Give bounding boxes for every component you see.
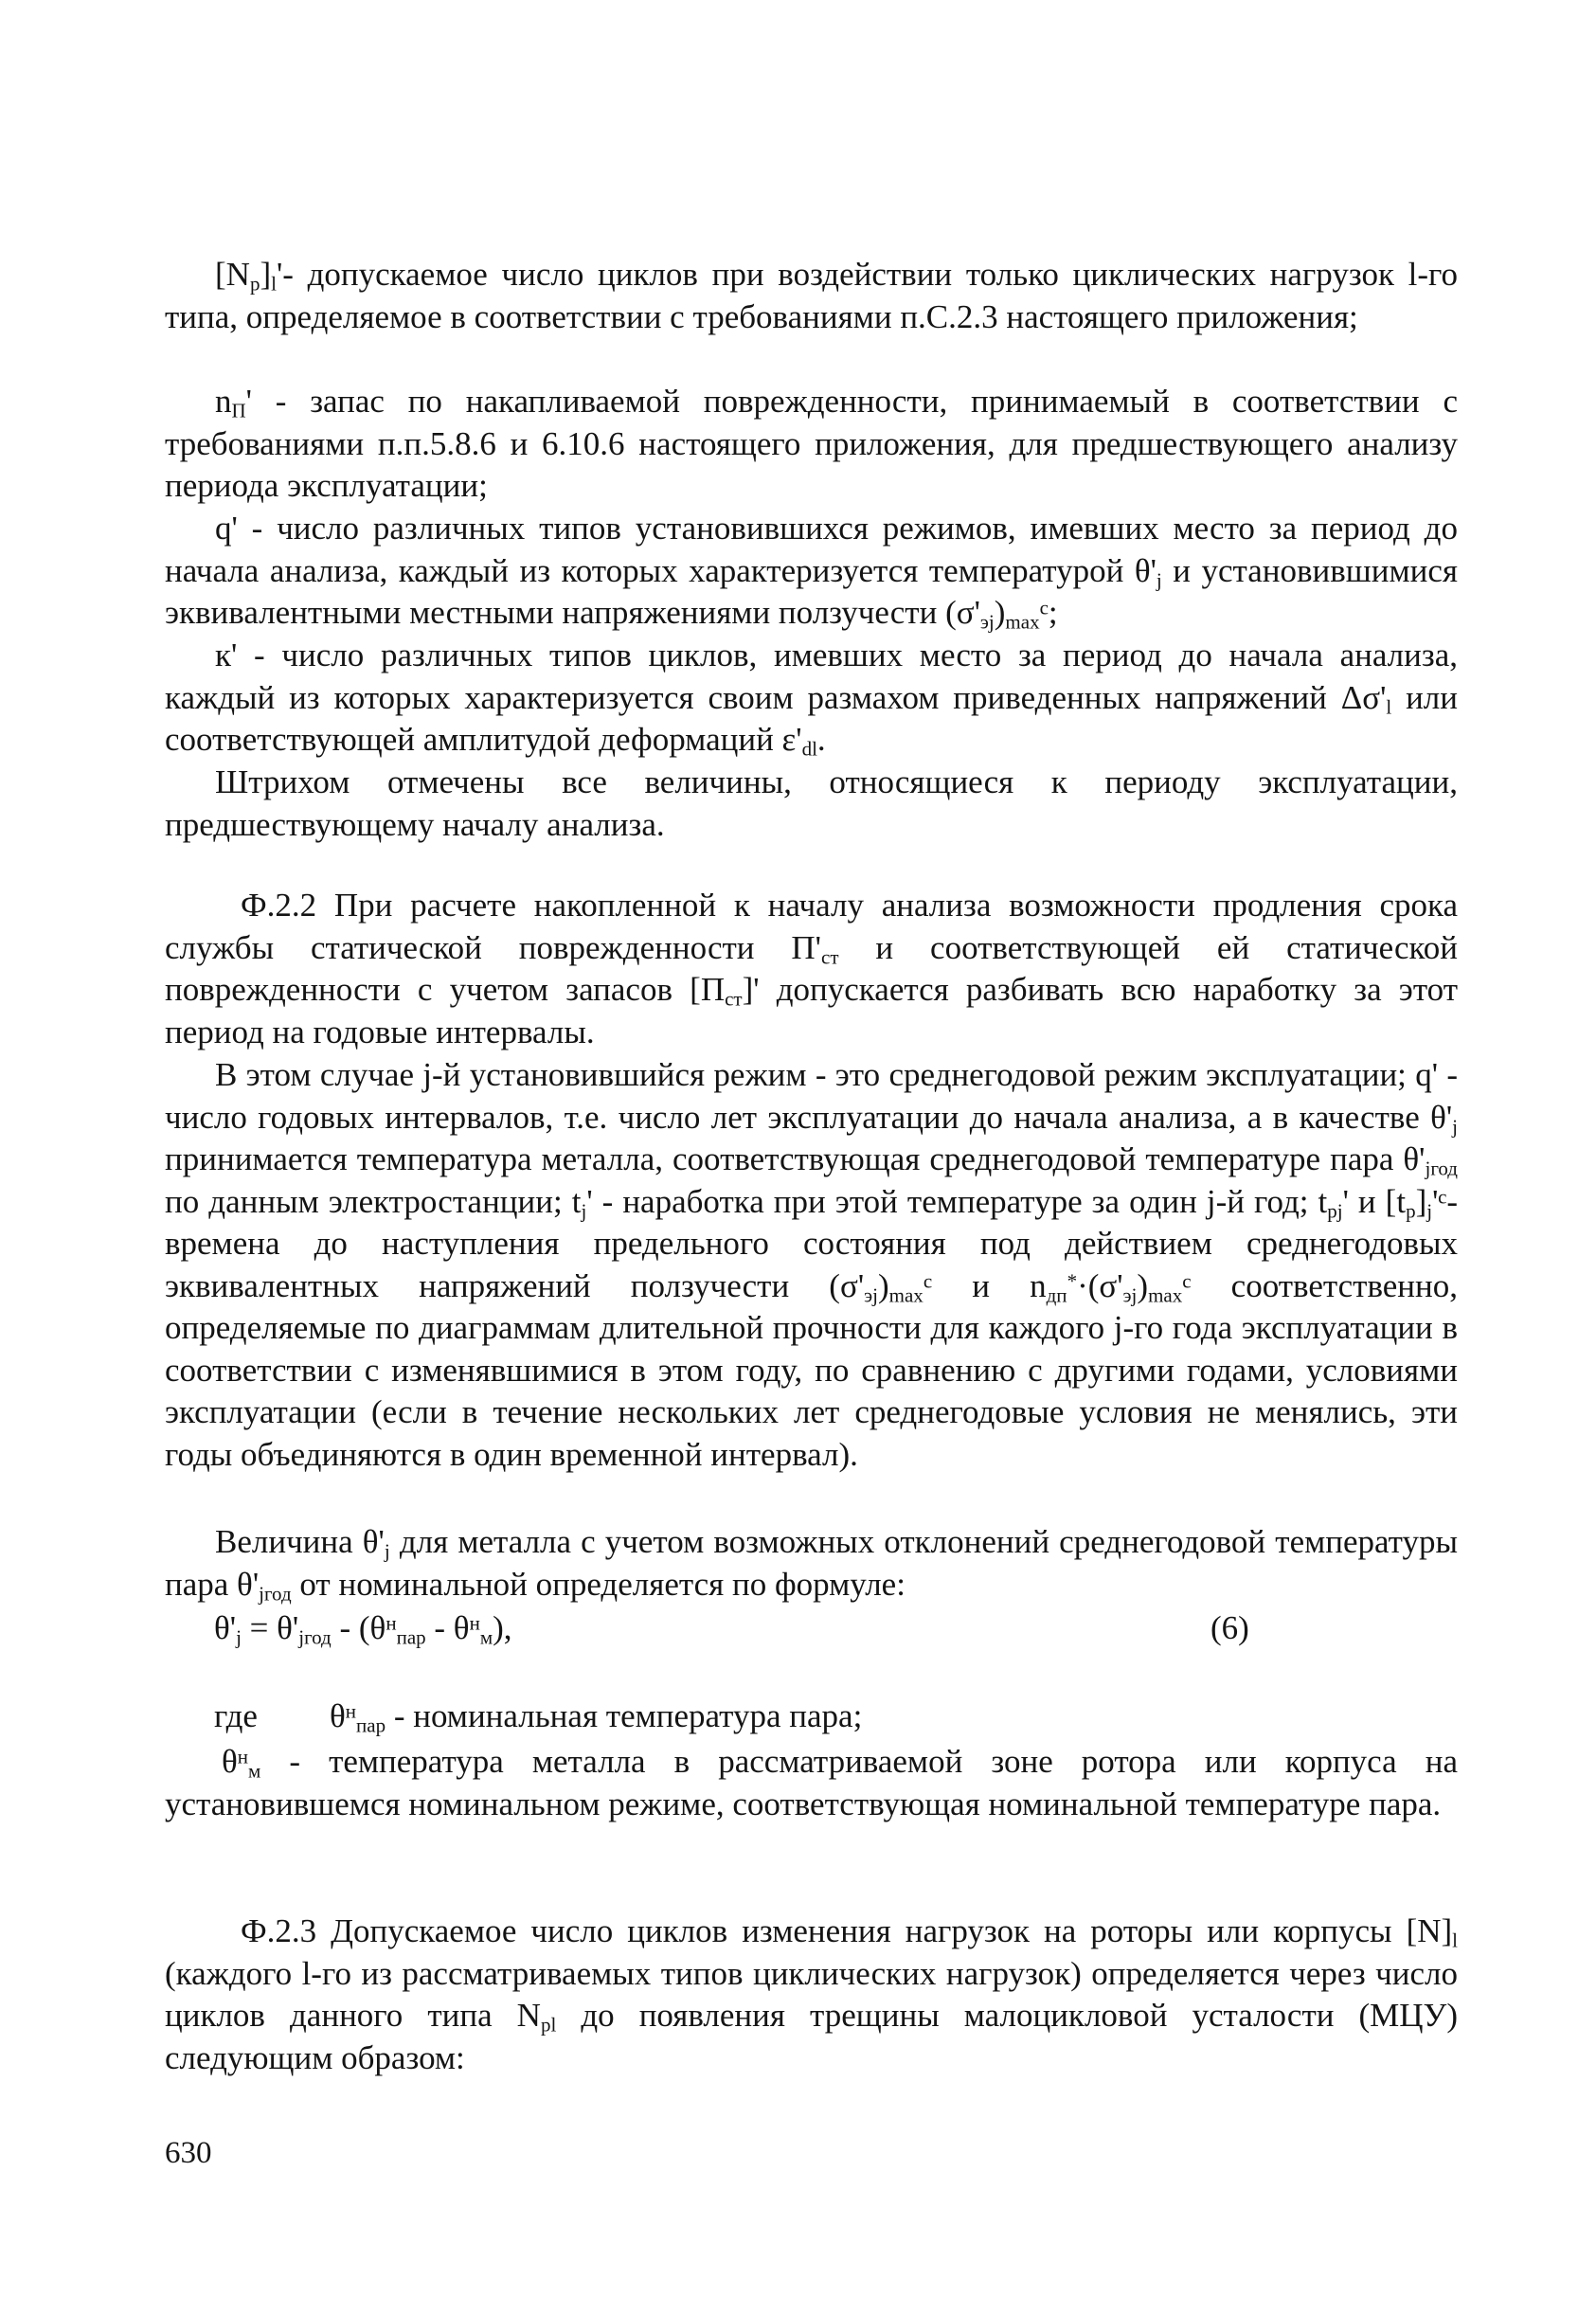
subscript: max — [1005, 610, 1040, 634]
text-run: (каждого l-го из рассматриваемых типов циклических нагрузок) определяется через число циклов данного типа N — [165, 1954, 1458, 2034]
subscript: П — [231, 399, 246, 422]
superscript: н — [469, 1611, 480, 1635]
superscript: c — [1182, 1269, 1192, 1293]
text-run: и соответствующей ей статической поврежденности с учетом запасов [П — [165, 928, 1458, 1008]
subscript: j — [236, 1625, 242, 1649]
yearly-mode-paragraph — [165, 1054, 1458, 1476]
text-run: ; — [1048, 594, 1058, 631]
subscript: м — [248, 1759, 261, 1783]
text-run: принимается температура металла, соответствующая среднегодовой температуре пара θ' — [165, 1140, 1426, 1177]
text-run: Ф.2.2 При расчете накопленной к началу анализа возможности продления срока службы статической поврежденности П' — [165, 887, 1458, 966]
definition-np-reserve — [165, 381, 1458, 508]
subscript: l — [271, 272, 277, 296]
subscript: max — [888, 1283, 924, 1306]
text-run: 'ᶜ- времена до наступления предельного состояния под действием среднегодовых эквивалентных напряжений ползучести (σ' — [165, 1182, 1458, 1304]
subscript: эj — [864, 1283, 878, 1306]
text-run: q' - число различных типов установившихся режимов, имевших место за период до начала анализа, каждый из которых характеризуется температурой θ' — [165, 510, 1458, 589]
superscript: н — [386, 1611, 397, 1635]
subscript: эj — [1122, 1283, 1138, 1306]
subscript: эj — [979, 610, 995, 634]
definition-np-allowable-cycles — [165, 254, 1458, 338]
text-run: ) — [878, 1266, 889, 1304]
text-run: ) — [1137, 1266, 1149, 1304]
subscript: ст — [821, 944, 839, 968]
symbol-text: ] — [260, 256, 272, 293]
text-run: по данным электростанции; t — [165, 1182, 582, 1220]
text-run: = θ' — [241, 1609, 299, 1646]
text-run: ] — [1415, 1182, 1427, 1220]
text-run: ' - наработка при этой температуре за один j-й год; t — [586, 1182, 1328, 1220]
text-run: соответственно, определяемые по диаграммам длительной прочности для каждого j-го года эксплуатации в соответствии с изменявшимися в этом году, по сравнению с другими годами, условиями эксплуатации (если в течение нескольких лет среднегодовые условия не менялись, эти годы объединяются в один временной интервал). — [165, 1266, 1459, 1473]
where-definition — [330, 1696, 862, 1737]
text-run: и установившимися эквивалентными местными напряжениями ползучести (σ' — [165, 551, 1458, 631]
theta-formula-intro — [165, 1521, 1458, 1606]
subscript: j — [384, 1539, 390, 1563]
text-run: - номинальная температура пара; — [386, 1697, 863, 1734]
subscript: l — [1386, 694, 1392, 718]
text-run: θ' — [214, 1609, 237, 1646]
text-run: ), — [493, 1609, 512, 1646]
text-run: или соответствующей амплитудой деформаций ε' — [165, 678, 1458, 758]
symbol-text: n — [215, 383, 232, 420]
section-f-2-3 — [165, 1911, 1458, 2079]
subscript: пар — [396, 1625, 426, 1649]
definition-theta-metal — [165, 1741, 1458, 1825]
subscript: м — [479, 1625, 493, 1649]
subscript: pj — [1327, 1198, 1343, 1222]
subscript: dl — [801, 737, 817, 761]
subscript: j — [1452, 1114, 1458, 1138]
definition-k-cycles — [165, 635, 1458, 762]
subscript: jгод — [259, 1581, 292, 1605]
subscript: l — [1452, 1929, 1458, 1952]
text-run: - (θ — [331, 1609, 386, 1646]
superscript: н — [237, 1745, 249, 1768]
superscript: c — [1039, 596, 1049, 619]
text-run: - температура металла в рассматриваемой зоне ротора или корпуса на установившемся номинальном режиме, соответствующая номинальной температуре пара. — [165, 1743, 1458, 1822]
formula-expression — [214, 1607, 512, 1649]
subscript: j — [581, 1198, 587, 1222]
definition-text: ' - запас по накапливаемой поврежденности, принимаемый в соответствии с требованиями п.п.5.8.6 и 6.10.6 настоящего приложения, для предшествующего анализу периода эксплуатации; — [165, 383, 1458, 504]
superscript: * — [1067, 1269, 1078, 1293]
text-run: ]' допускается разбивать всю наработку за этот период на годовые интервалы. — [165, 971, 1458, 1050]
subscript: p — [249, 272, 260, 296]
text-run: до появления трещины малоцикловой усталости (МЦУ) следующим образом: — [165, 1997, 1458, 2076]
prime-notation-note: Штрихом отмечены все величины, относящиеся к периоду эксплуатации, предшествующему началу анализа. — [165, 763, 1458, 843]
page-number: 630 — [165, 2136, 212, 2170]
text-run: θ — [222, 1743, 238, 1780]
subscript: p — [1406, 1198, 1416, 1222]
superscript: c — [923, 1269, 933, 1293]
formula-number: (6) — [1210, 1609, 1249, 1646]
text-run: от номинальной определяется по формуле: — [291, 1565, 906, 1603]
text-run: θ — [330, 1697, 346, 1734]
subscript: j — [1426, 1198, 1433, 1222]
text-run: для металла с учетом возможных отклонений среднегодовой температуры пара θ' — [165, 1523, 1458, 1603]
subscript: дп — [1046, 1283, 1067, 1306]
subscript: jгод — [298, 1625, 332, 1649]
subscript: пар — [356, 1714, 386, 1737]
text-run: Величина θ' — [215, 1523, 385, 1560]
text-run: . — [816, 721, 826, 758]
text-run: ) — [994, 594, 1006, 631]
text-run: Ф.2.3 Допускаемое число циклов изменения нагрузок на роторы или корпусы [N] — [241, 1912, 1453, 1949]
subscript: j — [1156, 567, 1162, 591]
definition-q-modes — [165, 508, 1458, 635]
text-run: и n — [932, 1266, 1047, 1304]
definition-text: '- допускаемое число циклов при воздействии только циклических нагрузок l-го типа, определяемое в соответствии с требованиями п.С.2.3 настоящего приложения; — [165, 256, 1458, 335]
text-run: В этом случае j-й установившийся режим - это среднегодовой режим эксплуатации; q' - число годовых интервалов, т.е. число лет эксплуатации до начала анализа, а в качестве θ' — [165, 1056, 1458, 1136]
symbol-text: [N — [215, 256, 250, 293]
text-run: - θ — [425, 1609, 470, 1646]
subscript: pl — [540, 2013, 557, 2037]
text-run: к' - число различных типов циклов, имевших место за период до начала анализа, каждый из которых характеризуется своим размахом приведенных напряжений Δσ' — [165, 637, 1458, 716]
subscript: max — [1148, 1283, 1183, 1306]
text-run: ·(σ' — [1077, 1266, 1123, 1304]
subscript: jгод — [1425, 1157, 1458, 1180]
superscript: н — [345, 1699, 357, 1723]
subscript: ст — [725, 987, 743, 1011]
where-word: где — [214, 1697, 258, 1734]
text-run: ' и [t — [1342, 1182, 1407, 1220]
section-f-2-2 — [165, 885, 1458, 1053]
